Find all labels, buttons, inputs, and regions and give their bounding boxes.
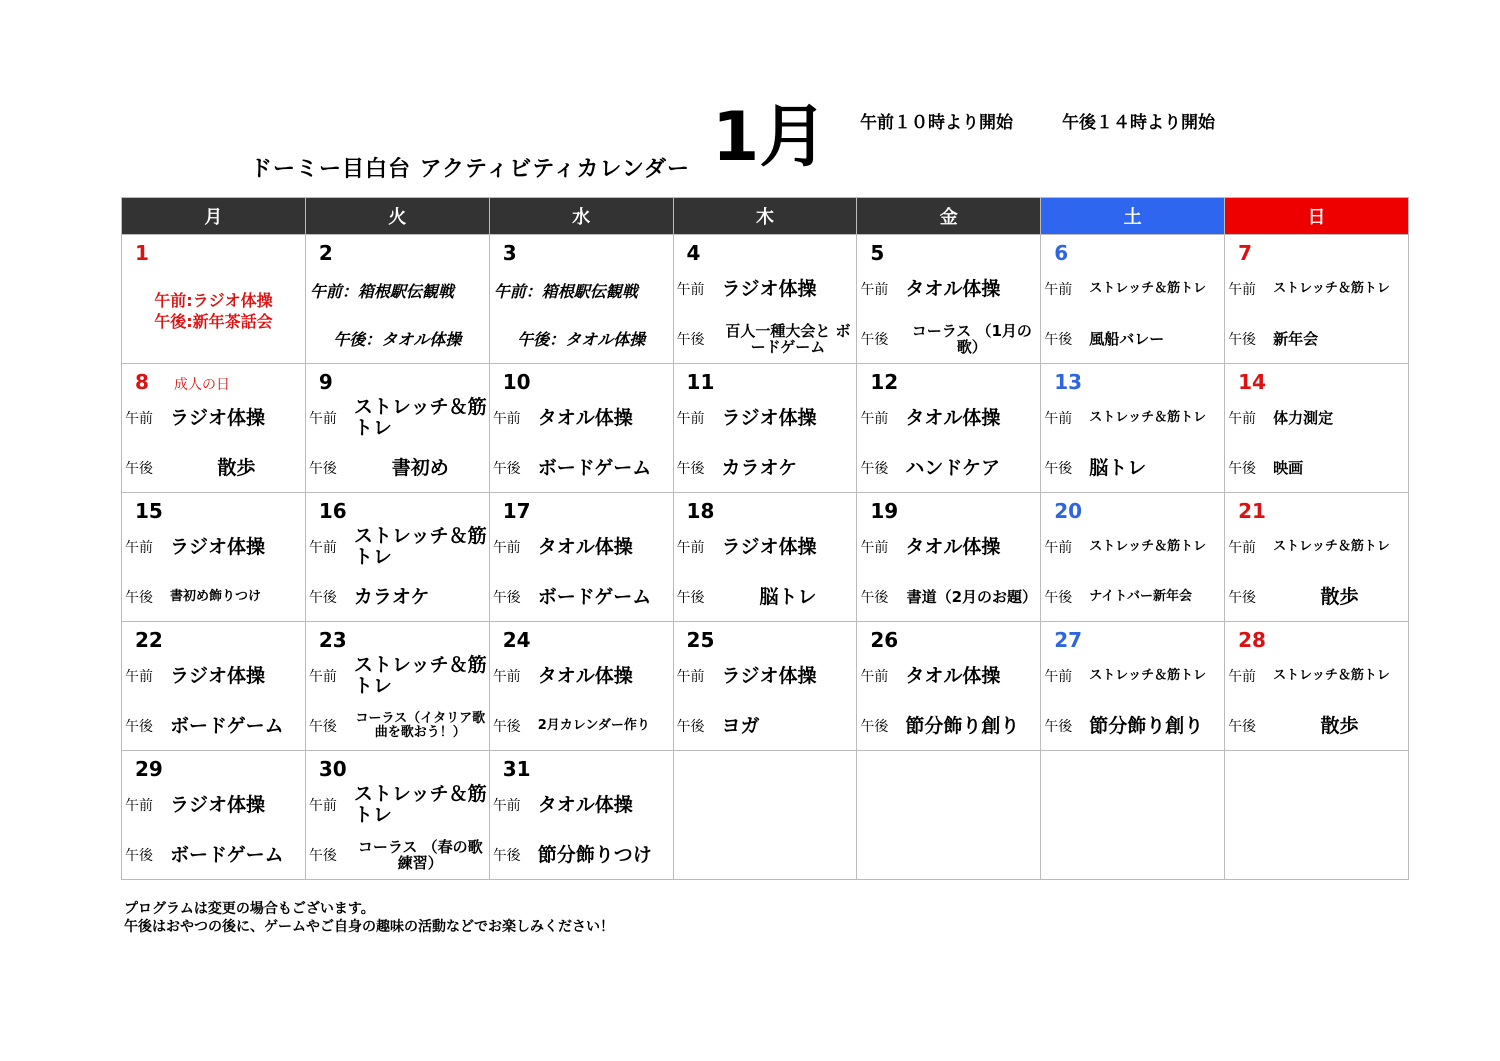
- am-label: 午前: [492, 540, 521, 556]
- pm-label: 午後: [308, 719, 337, 735]
- pm-label: 午後: [308, 461, 337, 477]
- am-activity: タオル体操: [537, 793, 633, 816]
- am-activity: ストレッチ＆筋トレ: [1089, 280, 1207, 296]
- special-event: [122, 291, 305, 333]
- am-activity: ストレッチ＆筋トレ: [353, 525, 487, 568]
- day-number: 23: [318, 628, 347, 652]
- pm-activity: ボードゲーム: [170, 843, 284, 866]
- day-number: 26: [870, 628, 899, 652]
- week-row: [122, 751, 1409, 880]
- pm-label: 午後: [1044, 590, 1073, 606]
- pm-activity: 散歩: [1320, 585, 1359, 608]
- day-number: 25: [686, 628, 715, 652]
- day-cell-15: [122, 493, 306, 622]
- day-number: 30: [318, 757, 347, 781]
- pm-activity: 書初め飾りつけ: [170, 588, 262, 604]
- pm-label: 午後: [492, 719, 521, 735]
- pm-label: 午後: [676, 590, 705, 606]
- pm-label: 午後: [1228, 719, 1257, 735]
- calendar-title: ドーミー目白台 アクティビティカレンダー: [250, 157, 691, 182]
- day-number: 19: [870, 499, 899, 523]
- day-cell-29: [122, 751, 306, 880]
- weekday-header-sat: 土: [1041, 198, 1225, 235]
- am-activity: ストレッチ＆筋トレ: [1089, 538, 1207, 554]
- weekday-header-sun: 日: [1225, 198, 1409, 235]
- day-cell-27: [1041, 622, 1225, 751]
- footer-notes: [124, 900, 614, 936]
- day-cell-28: [1225, 622, 1409, 751]
- am-label: 午前: [1044, 540, 1073, 556]
- am-label: 午前: [676, 669, 705, 685]
- empty-cell: [1225, 751, 1409, 880]
- pm-label: 午後: [1228, 590, 1257, 606]
- pm-label: 午後: [492, 590, 521, 606]
- day-number: 29: [135, 757, 163, 781]
- am-label: 午前: [676, 282, 705, 298]
- am-label: 午前: [860, 282, 889, 298]
- pm-label: 午後: [308, 590, 337, 606]
- day-number: 11: [686, 370, 715, 394]
- day-cell-9: [305, 364, 489, 493]
- pm-activity: 節分飾り創り: [905, 714, 1020, 737]
- pm-label: 午後: [492, 848, 521, 864]
- special-pm: 午後:新年茶話会: [154, 311, 273, 331]
- am-activity: ラジオ体操: [721, 277, 817, 300]
- day-number: 28: [1238, 628, 1266, 652]
- pm-activity: ボードゲーム: [170, 714, 284, 737]
- am-activity: ストレッチ＆筋トレ: [1273, 667, 1390, 683]
- pm-activity: ハンドケア: [905, 456, 1000, 479]
- day-cell-2: [305, 235, 489, 364]
- am-activity: ストレッチ＆筋トレ: [353, 396, 487, 439]
- am-label: 午前: [676, 411, 705, 427]
- weekday-header-tue: 火: [305, 198, 489, 235]
- am-label: 午前: [1228, 282, 1257, 298]
- pm-label: 午後: [125, 590, 153, 606]
- day-cell-12: [857, 364, 1041, 493]
- day-number: 4: [686, 241, 701, 265]
- day-cell-13: [1041, 364, 1225, 493]
- day-number: 5: [870, 241, 885, 265]
- note-line: プログラムは変更の場合もございます。: [124, 901, 375, 917]
- am-label: 午前: [1044, 411, 1073, 427]
- holiday-label: 成人の日: [174, 377, 230, 393]
- day-cell-7: [1225, 235, 1409, 364]
- day-cell-22: [122, 622, 306, 751]
- day-cell-24: [489, 622, 673, 751]
- pm-label: 午後: [492, 461, 521, 477]
- pm-activity: 節分飾りつけ: [537, 843, 652, 866]
- day-cell-5: [857, 235, 1041, 364]
- pm-label: 午後: [676, 461, 705, 477]
- day-number: 31: [502, 757, 531, 781]
- day-cell-17: [489, 493, 673, 622]
- pm-activity: 百人一種大会と ボードゲーム: [725, 321, 851, 356]
- am-label: 午前: [125, 540, 153, 556]
- empty-cell: [673, 751, 857, 880]
- empty-cell: [1041, 751, 1225, 880]
- weekday-header-mon: 月: [122, 198, 306, 235]
- am-activity: ストレッチ＆筋トレ: [1273, 538, 1390, 554]
- pm-activity: コーラス（イタリア歌曲を歌おう！）: [355, 710, 486, 740]
- am-activity: タオル体操: [905, 406, 1001, 429]
- pm-activity: 書道（2月のお題）: [906, 587, 1038, 606]
- pm-label: 午後: [1044, 461, 1073, 477]
- pm-label: 午後: [860, 590, 889, 606]
- pm-activity: 節分飾り創り: [1089, 714, 1204, 737]
- am-activity: タオル体操: [905, 277, 1001, 300]
- am-label: 午前: [1228, 540, 1257, 556]
- day-number: 6: [1054, 241, 1069, 265]
- pm-activity: 散歩: [217, 456, 256, 479]
- day-number: 12: [870, 370, 899, 394]
- am-activity: ストレッチ＆筋トレ: [1089, 409, 1207, 425]
- day-number: 15: [135, 499, 163, 523]
- am-label: 午前: [1228, 669, 1257, 685]
- pm-label: 午後: [1228, 332, 1257, 348]
- day-number: 18: [686, 499, 715, 523]
- am-activity: ラジオ体操: [721, 406, 817, 429]
- day-cell-10: [489, 364, 673, 493]
- pm-label: 午後: [308, 848, 337, 864]
- am-label: 午前: [1228, 411, 1257, 427]
- day-number: 8: [135, 370, 149, 394]
- am-activity: ラジオ体操: [721, 535, 817, 558]
- pm-label: 午後: [860, 461, 889, 477]
- am-activity: 体力測定: [1273, 408, 1334, 427]
- am-label: 午前: [860, 669, 889, 685]
- day-number: 13: [1054, 370, 1083, 394]
- day-number: 27: [1054, 628, 1083, 652]
- weekday-header-fri: 金: [857, 198, 1041, 235]
- day-cell-19: [857, 493, 1041, 622]
- am-label: 午前: [125, 798, 153, 814]
- week-row: [122, 622, 1409, 751]
- day-number: 17: [502, 499, 531, 523]
- week-row: [122, 493, 1409, 622]
- day-number: 14: [1238, 370, 1266, 394]
- am-label: 午前: [125, 411, 153, 427]
- am-activity: ラジオ体操: [170, 664, 266, 687]
- day-cell-20: [1041, 493, 1225, 622]
- empty-cell: [857, 751, 1041, 880]
- pm-activity: ヨガ: [721, 714, 760, 737]
- pm-activity: カラオケ: [353, 585, 430, 608]
- day-number: 21: [1238, 499, 1266, 523]
- am-activity: タオル体操: [537, 664, 633, 687]
- pm-activity: 映画: [1273, 458, 1304, 477]
- am-activity: タオル体操: [905, 664, 1001, 687]
- day-number: 22: [135, 628, 163, 652]
- pm-activity: ボードゲーム: [537, 585, 652, 608]
- day-cell-3: [489, 235, 673, 364]
- am-label: 午前: [308, 798, 337, 814]
- pm-label: 午後: [860, 332, 889, 348]
- pm-activity: カラオケ: [721, 456, 798, 479]
- pm-activity: ナイトバー新年会: [1089, 588, 1193, 604]
- month-heading: 1月: [712, 98, 828, 177]
- pm-activity: 脳トレ: [1089, 456, 1147, 479]
- am-activity: ストレッチ＆筋トレ: [1089, 667, 1207, 683]
- day-cell-25: [673, 622, 857, 751]
- am-label: 午前: [308, 411, 337, 427]
- am-label: 午前: [860, 540, 889, 556]
- pm-label: 午後: [1044, 719, 1073, 735]
- day-number: 7: [1238, 241, 1252, 265]
- am-activity: ストレッチ＆筋トレ: [353, 783, 487, 826]
- week-row: [122, 364, 1409, 493]
- activity-calendar: [121, 197, 1409, 880]
- day-cell-30: [305, 751, 489, 880]
- am-activity: ストレッチ＆筋トレ: [1273, 280, 1390, 296]
- day-cell-6: [1041, 235, 1225, 364]
- pm-label: 午後: [1228, 461, 1257, 477]
- day-cell-16: [305, 493, 489, 622]
- pm-label: 午後: [676, 719, 705, 735]
- pm-activity: 午後：タオル体操: [333, 330, 462, 349]
- pm-activity: 書初め: [391, 456, 449, 479]
- pm-label: 午後: [1044, 332, 1073, 348]
- pm-activity: 2月カレンダー作り: [537, 717, 650, 733]
- pm-activity: 風船バレー: [1089, 329, 1165, 348]
- pm-activity: 散歩: [1320, 714, 1359, 737]
- am-label: 午前: [492, 411, 521, 427]
- am-label: 午前: [1044, 282, 1073, 298]
- pm-label: 午後: [125, 719, 153, 735]
- day-cell-26: [857, 622, 1041, 751]
- pm-label: 午後: [860, 719, 889, 735]
- am-activity: 午前：箱根駅伝観戦: [309, 282, 454, 301]
- am-activity: 午前：箱根駅伝観戦: [493, 282, 638, 301]
- am-label: 午前: [125, 669, 153, 685]
- weekday-header-wed: 水: [489, 198, 673, 235]
- am-activity: ラジオ体操: [170, 406, 266, 429]
- am-activity: ラジオ体操: [721, 664, 817, 687]
- day-number: 24: [502, 628, 531, 652]
- pm-activity: ボードゲーム: [537, 456, 652, 479]
- day-cell-8: [122, 364, 306, 493]
- week-row: [122, 235, 1409, 364]
- pm-activity: 新年会: [1273, 329, 1319, 348]
- note-line: 午後はおやつの後に、ゲームやご自身の趣味の活動などでお楽しみください！: [124, 919, 614, 936]
- am-activity: タオル体操: [537, 406, 633, 429]
- day-number: 2: [318, 241, 333, 265]
- day-cell-23: [305, 622, 489, 751]
- am-label: 午前: [308, 540, 337, 556]
- am-activity: タオル体操: [537, 535, 633, 558]
- am-activity: ラジオ体操: [170, 793, 266, 816]
- day-number: 1: [135, 241, 149, 265]
- day-cell-4: [673, 235, 857, 364]
- am-label: 午前: [1044, 669, 1073, 685]
- pm-label: 午後: [676, 332, 705, 348]
- day-number: 10: [502, 370, 531, 394]
- day-cell-18: [673, 493, 857, 622]
- special-am: 午前:ラジオ体操: [154, 291, 273, 310]
- am-activity: ラジオ体操: [170, 535, 266, 558]
- pm-activity: コーラス （春の歌練習）: [357, 837, 483, 872]
- pm-label: 午後: [125, 848, 153, 864]
- day-cell-1: [122, 235, 306, 364]
- am-label: 午前: [860, 411, 889, 427]
- am-label: 午前: [308, 669, 337, 685]
- weekday-header-thu: 木: [673, 198, 857, 235]
- am-label: 午前: [492, 798, 521, 814]
- am-activity: ストレッチ＆筋トレ: [353, 654, 487, 697]
- day-number: 16: [318, 499, 347, 523]
- pm-activity: 午後：タオル体操: [517, 330, 646, 349]
- am-label: 午前: [676, 540, 705, 556]
- day-cell-21: [1225, 493, 1409, 622]
- day-cell-31: [489, 751, 673, 880]
- day-number: 9: [318, 370, 333, 394]
- pm-start-time: 午後１４時より開始: [1062, 113, 1215, 133]
- pm-activity: 脳トレ: [759, 585, 817, 608]
- am-start-time: 午前１０時より開始: [860, 113, 1013, 133]
- day-cell-14: [1225, 364, 1409, 493]
- pm-activity: コーラス （1月の歌）: [911, 321, 1032, 356]
- pm-label: 午後: [125, 461, 153, 477]
- day-cell-11: [673, 364, 857, 493]
- am-activity: タオル体操: [905, 535, 1001, 558]
- am-label: 午前: [492, 669, 521, 685]
- day-number: 3: [502, 241, 517, 265]
- day-number: 20: [1054, 499, 1083, 523]
